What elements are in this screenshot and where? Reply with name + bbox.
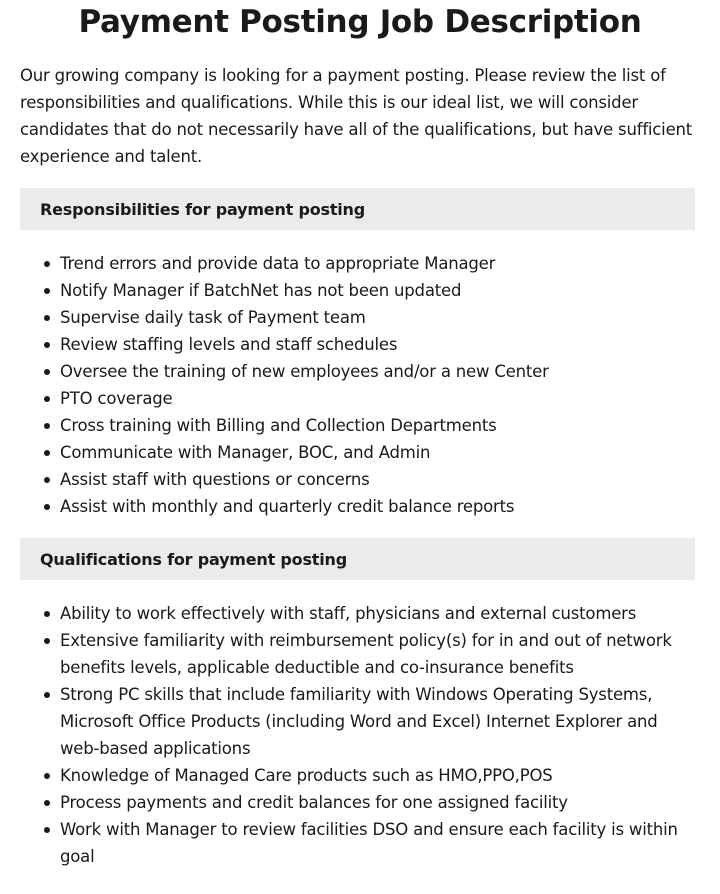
list-item-text: Ability to work effectively with staff, physicians and external customers [60,604,637,623]
list-item-text: Review staffing levels and staff schedules [60,335,398,354]
bullet-icon [44,692,50,698]
list-item-text: Assist with monthly and quarterly credit balance reports [60,497,515,516]
list-item-text: Notify Manager if BatchNet has not been updated [60,281,462,300]
list-item-text: Cross training with Billing and Collection Departments [60,416,497,435]
qualifications-heading: Qualifications for payment posting [20,538,695,580]
list-item [20,789,695,816]
list-item [20,331,695,358]
bullet-icon [44,827,50,833]
list-item [20,493,695,520]
list-item-text: Work with Manager to review facilities DSO and ensure each facility is within goal [60,820,678,866]
list-item-text: Oversee the training of new employees and/or a new Center [60,362,549,381]
list-item-text: Trend errors and provide data to appropriate Manager [60,254,496,273]
list-item [20,466,695,493]
bullet-icon [44,611,50,617]
list-item [20,358,695,385]
list-item-text: Assist staff with questions or concerns [60,470,370,489]
responsibilities-list [20,250,695,520]
intro-paragraph: Our growing company is looking for a payment posting. Please review the list of responsibilities and qualifications. While this is our ideal list, we will consider candidates that do not necessarily have all of the qualifications, but have sufficient experience and talent. [20,66,693,166]
list-item [20,627,695,681]
bullet-icon [44,638,50,644]
bullet-icon [44,423,50,429]
list-item-text: Knowledge of Managed Care products such as HMO,PPO,POS [60,766,553,785]
page-title: Payment Posting Job Description [78,4,642,40]
list-item-text: Strong PC skills that include familiarity with Windows Operating Systems, Microsoft Office Products (including Word and Excel) Internet Explorer and web-based applications [60,685,658,758]
bullet-icon [44,288,50,294]
list-item-text: Communicate with Manager, BOC, and Admin [60,443,431,462]
bullet-icon [44,773,50,779]
list-item [20,277,695,304]
bullet-icon [44,504,50,510]
list-item-text: Extensive familiarity with reimbursement policy(s) for in and out of network benefits levels, applicable deductible and co-insurance benefits [60,631,672,677]
list-item-text: Process payments and credit balances for one assigned facility [60,793,568,812]
list-item [20,412,695,439]
list-item [20,762,695,789]
list-item [20,304,695,331]
list-item-text: PTO coverage [60,389,173,408]
list-item [20,600,695,627]
bullet-icon [44,477,50,483]
responsibilities-heading: Responsibilities for payment posting [20,188,695,230]
bullet-icon [44,342,50,348]
list-item [20,681,695,762]
list-item-text: Supervise daily task of Payment team [60,308,366,327]
list-item [20,250,695,277]
list-item [20,439,695,466]
bullet-icon [44,800,50,806]
bullet-icon [44,261,50,267]
bullet-icon [44,396,50,402]
bullet-icon [44,450,50,456]
bullet-icon [44,315,50,321]
list-item [20,816,695,870]
list-item [20,385,695,412]
bullet-icon [44,369,50,375]
qualifications-list [20,600,695,870]
